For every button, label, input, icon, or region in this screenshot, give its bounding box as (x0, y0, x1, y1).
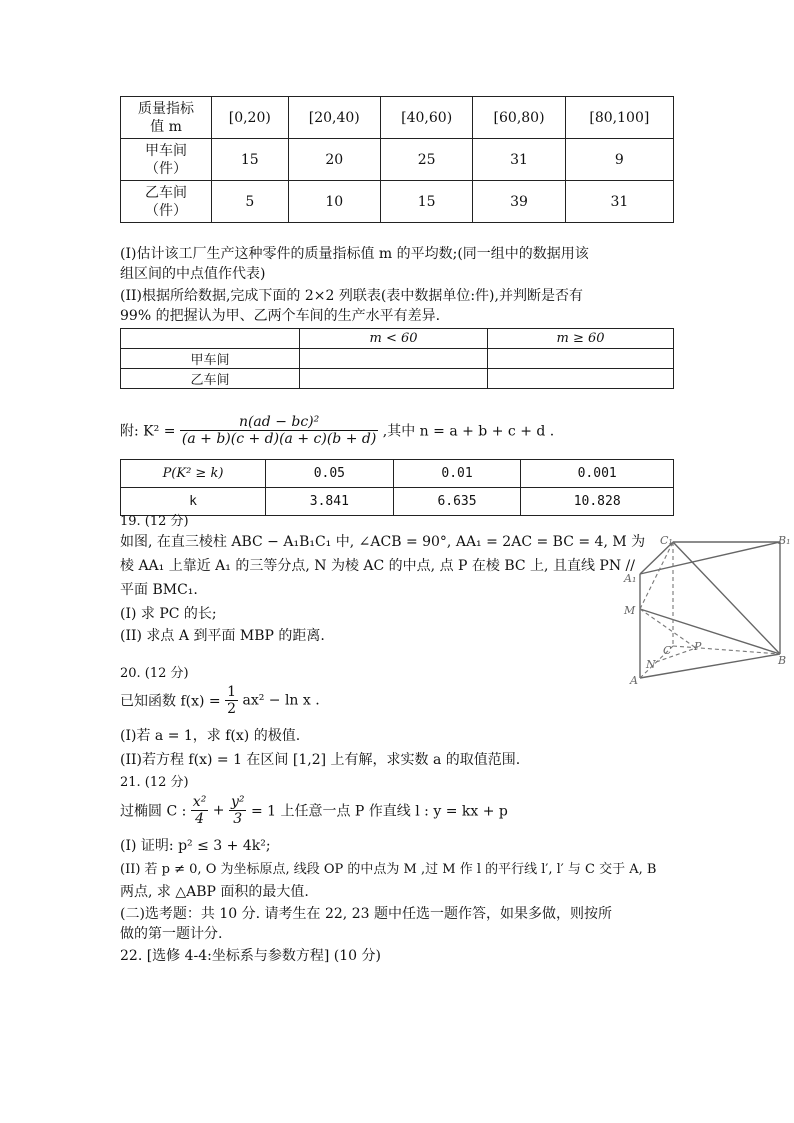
q21-part2-line2: 两点, 求 △ABP 面积的最大值. (120, 884, 309, 900)
q22-heading: 22. [选修 4-4:坐标系与参数方程] (10 分) (120, 948, 381, 964)
table-cell (488, 369, 674, 389)
q21-line-suffix: = 1 上任意一点 P 作直线 l : y = kx + p (250, 803, 508, 820)
q21-frac1-den: 4 (195, 811, 205, 827)
formula-suffix: ,其中 n = a + b + c + d . (382, 423, 555, 440)
table-header-cell: [0,20) (212, 97, 289, 139)
label-b: B (778, 654, 787, 667)
q20-part1: (I)若 a = 1，求 f(x) 的极值. (120, 728, 301, 744)
edge-np-hidden (656, 648, 696, 662)
table-cell: 15 (380, 181, 472, 223)
q20-fraction (225, 684, 238, 717)
table-header-row (121, 97, 674, 139)
q21-fraction-x (191, 794, 209, 827)
label-c1: C₁ (660, 534, 673, 547)
formula-denominator: (a + b)(c + d)(a + c)(b + d) (181, 431, 377, 447)
table-cell: 31 (565, 181, 673, 223)
table-header-cell: [40,60) (380, 97, 472, 139)
elective-line2: 做的第一题计分. (120, 926, 223, 942)
row-label: 甲车间 （件） (121, 139, 212, 181)
formula-fraction (180, 414, 378, 447)
label-c: C (663, 644, 672, 657)
table-cell (488, 349, 674, 369)
table-cell: 10.828 (521, 488, 674, 516)
q21-ellipse-line (120, 794, 508, 827)
table-cell: 39 (473, 181, 565, 223)
table-header-cell: 0.01 (393, 460, 521, 488)
edge-mp-hidden (640, 609, 696, 648)
q18-part1-line1: (I)估计该工厂生产这种零件的质量指标值 m 的平均数;(同一组中的数据用该 (120, 246, 589, 262)
q19-line2: 棱 AA₁ 上靠近 A₁ 的三等分点, N 为棱 AC 的中点, 点 P 在棱 BC 上, 且直线 PN // (120, 558, 635, 574)
q21-frac2-num: y² (230, 794, 245, 810)
frequency-table (120, 96, 674, 223)
chi-square-formula (120, 414, 554, 447)
table-cell: 31 (473, 139, 565, 181)
table-header-cell: 0.05 (266, 460, 394, 488)
q19-heading: 19. (12 分) (120, 514, 189, 529)
plus-sign: + (212, 802, 225, 819)
q20-heading: 20. (12 分) (120, 666, 189, 681)
row-label: 乙车间 （件） (121, 181, 212, 223)
table-header-cell: m < 60 (300, 329, 488, 349)
label-p: P (694, 640, 702, 653)
label-m: M (624, 604, 636, 617)
table-header-cell: [60,80) (473, 97, 565, 139)
table-cell: 10 (288, 181, 380, 223)
q21-fraction-y (229, 794, 247, 827)
table-header-cell: [20,40) (288, 97, 380, 139)
table-cell: 5 (212, 181, 289, 223)
table-header-cell: P(K² ≥ k) (121, 460, 266, 488)
table-header-row (121, 329, 674, 349)
table-row (121, 349, 674, 369)
q20-frac-num: 1 (227, 684, 237, 700)
table-cell: 15 (212, 139, 289, 181)
table-cell: 9 (565, 139, 673, 181)
q21-part2-line1: (II) 若 p ≠ 0, O 为坐标原点, 线段 OP 的中点为 M ,过 M 作 l 的平行线 l′, l′ 与 C 交于 A, B (120, 862, 657, 877)
q20-definition (120, 684, 320, 717)
q19-line1: 如图, 在直三棱柱 ABC − A₁B₁C₁ 中, ∠ACB = 90°, AA₁ = 2AC = BC = 4, M 为 (120, 534, 646, 550)
row-label: 乙车间 (121, 369, 300, 389)
label-a: A (630, 674, 638, 687)
table-cell: k (121, 488, 266, 516)
formula-numerator: n(ad − bc)² (180, 414, 378, 431)
elective-line1: (二)选考题：共 10 分. 请考生在 22, 23 题中任选一题作答，如果多做，则按所 (120, 906, 612, 922)
table-header-cell: [80,100] (565, 97, 673, 139)
q21-frac1-num: x² (192, 794, 207, 810)
q20-part2: (II)若方程 f(x) = 1 在区间 [1,2] 上有解，求实数 a 的取值范围. (120, 752, 521, 768)
critical-value-table (120, 459, 674, 516)
q18-part1-line2: 组区间的中点值作代表) (120, 266, 266, 282)
table-header-cell (121, 329, 300, 349)
q19-part1: (I) 求 PC 的长; (120, 606, 217, 622)
table-cell: 25 (380, 139, 472, 181)
table-cell: 20 (288, 139, 380, 181)
contingency-table (120, 328, 674, 389)
table-header-cell: 质量指标 值 m (121, 97, 212, 139)
table-row (121, 139, 674, 181)
table-header-cell: 0.001 (521, 460, 674, 488)
table-cell (300, 349, 488, 369)
table-cell (300, 369, 488, 389)
table-cell: 6.635 (393, 488, 521, 516)
q20-def-suffix: ax² − ln x . (242, 692, 320, 709)
table-row (121, 369, 674, 389)
edge-mc1-hidden (640, 542, 673, 609)
table-row (121, 181, 674, 223)
q20-def-prefix: 已知函数 f(x) = (120, 693, 221, 710)
formula-prefix: 附: K² = (120, 423, 176, 440)
table-header-row (121, 460, 674, 488)
table-cell: 3.841 (266, 488, 394, 516)
q18-part2-line2: 99% 的把握认为甲、乙两个车间的生产水平有差异. (120, 308, 441, 324)
table-header-cell: m ≥ 60 (488, 329, 674, 349)
label-a1: A₁ (624, 572, 637, 585)
q21-frac2-den: 3 (233, 811, 243, 827)
q19-part2: (II) 求点 A 到平面 MBP 的距离. (120, 628, 325, 644)
q18-part2-line1: (II)根据所给数据,完成下面的 2×2 列联表(表中数据单位:件),并判断是否有 (120, 288, 583, 304)
q21-line-prefix: 过椭圆 C : (120, 803, 187, 820)
q19-line3: 平面 BMC₁. (120, 582, 198, 598)
q20-frac-den: 2 (227, 701, 237, 717)
q21-heading: 21. (12 分) (120, 775, 189, 790)
q21-part1: (I) 证明: p² ≤ 3 + 4k²; (120, 838, 271, 854)
label-b1: B₁ (778, 534, 791, 547)
label-n: N (646, 658, 656, 671)
row-label: 甲车间 (121, 349, 300, 369)
